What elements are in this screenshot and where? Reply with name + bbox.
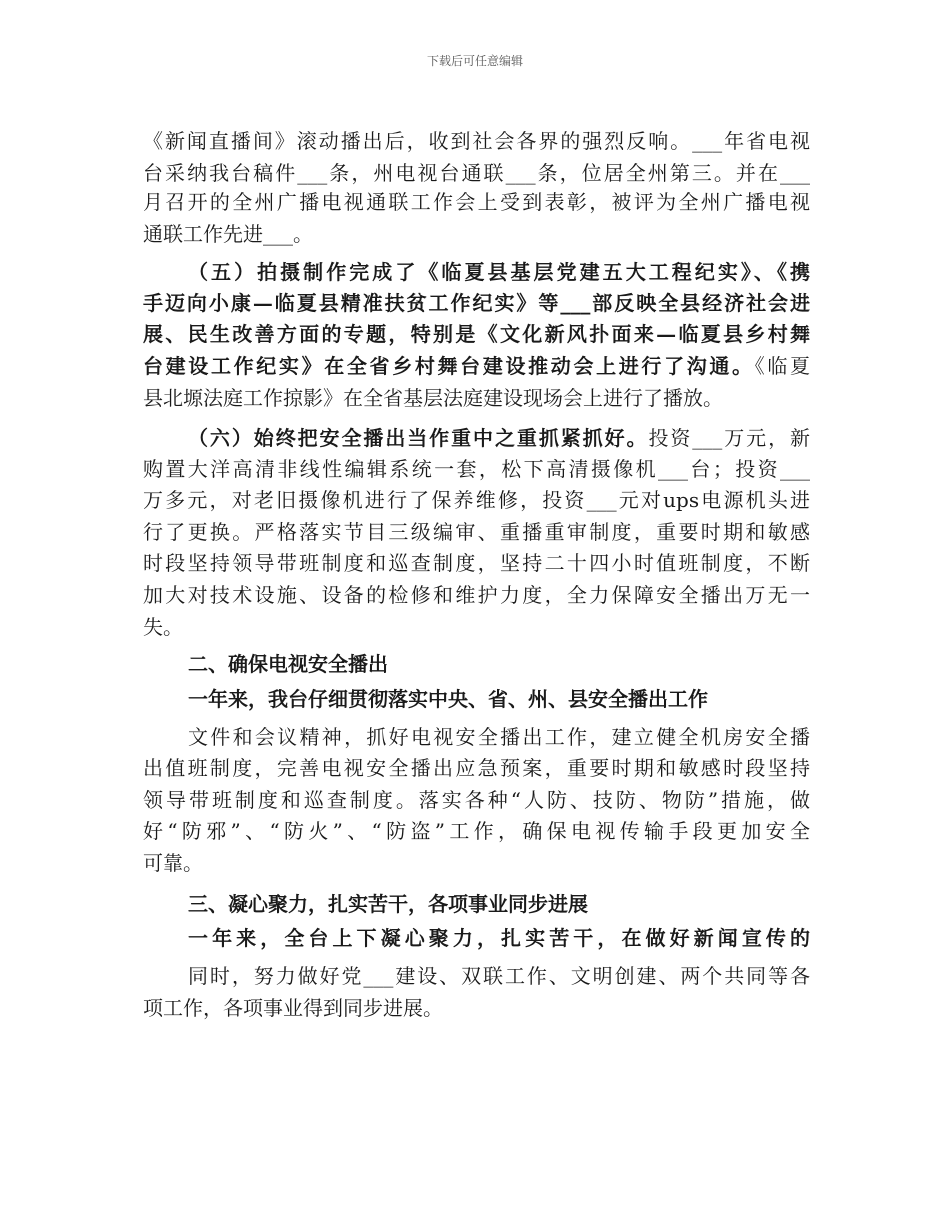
text-line [143, 582, 810, 608]
text-segment: （六）始终把安全播出当作重中之重抓紧抓好。 [188, 426, 649, 450]
text-segment: 台采纳我台稿件___条，州电视台通联___条，位居全州第三。并在___ [143, 161, 810, 185]
text-segment: 《临夏 [754, 354, 810, 378]
text-segment: 购置大洋高清非线性编辑系统一套，松下高清摄像机___台；投资___ [143, 457, 810, 481]
text-line [143, 321, 810, 347]
text-segment: 一年来，全台上下凝心聚力，扎实苦干，在做好新闻宣传的 [188, 926, 810, 950]
text-segment: 文件和会议精神，抓好电视安全播出工作，建立健全机房安全播 [188, 725, 810, 749]
text-segment: 行了更换。严格落实节目三级编审、重播重审制度，重要时期和敏感 [143, 520, 810, 544]
text-line [143, 128, 810, 154]
text-segment: 通联工作先进___。 [143, 222, 313, 246]
text-segment: 失。 [143, 615, 183, 639]
text-segment: 投资___万元，新 [648, 426, 810, 450]
text-segment: 可靠。 [143, 851, 203, 875]
text-line [143, 755, 810, 781]
text-line [143, 614, 810, 640]
text-segment: 时段坚持领导带班制度和巡查制度，坚持二十四小时值班制度，不断 [143, 551, 810, 575]
text-line [143, 995, 810, 1021]
text-segment: 项工作，各项事业得到同步进展。 [143, 996, 443, 1020]
text-line [143, 456, 810, 482]
text-segment: 县北塬法庭工作掠影》在全省基层法庭建设现场会上进行了播放。 [143, 386, 723, 410]
text-segment: （五）拍摄制作完成了《临夏县基层党建五大工程纪实》、《携 [188, 260, 810, 284]
text-line [188, 724, 810, 750]
text-segment: 《新闻直播间》滚动播出后，收到社会各界的强烈反响。___年省电视 [143, 129, 810, 153]
text-line [188, 925, 810, 951]
text-line [143, 550, 810, 576]
text-line [143, 850, 810, 876]
text-segment: 出值班制度，完善电视安全播出应急预案，重要时期和敏感时段坚持 [143, 756, 810, 780]
text-line [188, 686, 810, 712]
text-line [143, 353, 810, 379]
page-header: 下载后可任意编辑 [426, 54, 523, 68]
text-segment: 手迈向小康—临夏县精准扶贫工作纪实》等___部反映全县经济社会进 [143, 291, 810, 315]
text-line [188, 425, 810, 451]
text-line [188, 651, 810, 677]
text-segment: 万多元，对老旧摄像机进行了保养维修，投资___元对ups电源机头进 [143, 488, 810, 512]
text-segment: 领导带班制度和巡查制度。落实各种“人防、技防、物防”措施，做 [143, 788, 810, 812]
text-line [143, 519, 810, 545]
text-segment: 好“防邪”、“防火”、“防盗”工作，确保电视传输手段更加安全 [143, 819, 810, 843]
text-segment: 同时，努力做好党___建设、双联工作、文明创建、两个共同等各 [188, 964, 810, 988]
text-segment: 台建设工作纪实》在全省乡村舞台建设推动会上进行了沟通。 [143, 354, 755, 378]
text-line [143, 787, 810, 813]
text-segment: 月召开的全州广播电视通联工作会上受到表彰，被评为全州广播电视 [143, 190, 810, 214]
text-line [143, 189, 810, 215]
text-line [143, 160, 810, 186]
text-line [143, 487, 810, 513]
text-line [188, 963, 810, 989]
text-segment: 二、确保电视安全播出 [188, 652, 388, 676]
text-line [188, 891, 810, 917]
text-segment: 展、民生改善方面的专题，特别是《文化新风扑面来—临夏县乡村舞 [143, 322, 810, 346]
text-segment: 三、凝心聚力，扎实苦干，各项事业同步进展 [188, 892, 588, 916]
text-line [188, 259, 810, 285]
text-line [143, 385, 810, 411]
text-line [143, 221, 810, 247]
text-segment: 一年来，我台仔细贯彻落实中央、省、州、县安全播出工作 [188, 687, 708, 711]
text-segment: 加大对技术设施、设备的检修和维护力度，全力保障安全播出万无一 [143, 583, 810, 607]
text-line [143, 290, 810, 316]
text-line [143, 818, 810, 844]
